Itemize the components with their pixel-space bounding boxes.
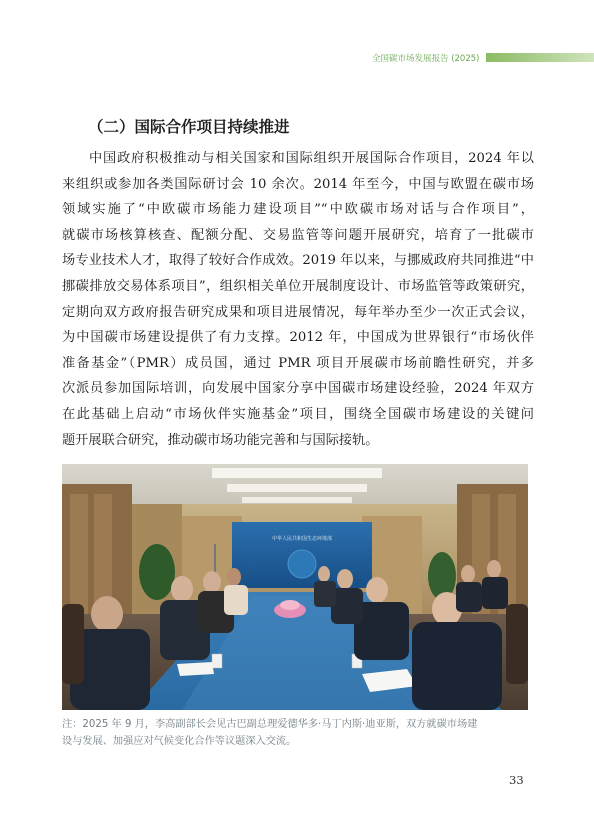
caption-line: 设与发展、加强应对气候变化合作等议题深入交流。 <box>62 736 297 747</box>
ceiling-light <box>227 484 367 492</box>
paragraph-line: 就碳市场核算核查、配额分配、交易监管等问题开展研究，培育了一批碳市 <box>62 227 534 243</box>
ceiling-light <box>212 468 382 478</box>
caption-line: 注：2025 年 9 月，李高副部长会见古巴副总理爱德华多·马丁内斯·迪亚斯，双方就碳市场建 <box>62 719 478 730</box>
section-title: （二）国际合作项目持续推进 <box>88 118 290 136</box>
paragraph-line: 次派员参加国际培训，向发展中国家分享中国碳市场建设经验，2024 年双方 <box>62 381 534 397</box>
photo-caption <box>62 716 532 750</box>
paragraph-line: 为中国碳市场建设提供了有力支撑。2012 年，中国成为世界银行“市场伙伴 <box>62 330 534 346</box>
paragraph-line: 定期向双方政府报告研究成果和项目进展情况，每年举办至少一次正式会议， <box>62 304 534 320</box>
paragraph-line: 准备基金”（PMR）成员国，通过 PMR 项目开展碳市场前瞻性研究，并多 <box>62 355 534 371</box>
paragraph-line: 中国政府积极推动与相关国家和国际组织开展国际合作项目，2024 年以 <box>89 151 534 166</box>
page-number: 33 <box>509 773 524 787</box>
header-accent-bar <box>486 53 594 62</box>
paragraph-line: 场专业技术人才，取得了较好合作成效。2019 年以来，与挪威政府共同推进“中 <box>62 253 534 269</box>
ceiling-light <box>242 497 352 503</box>
paragraph-line: 领域实施了“中欧碳市场能力建设项目”“中欧碳市场对话与合作项目”， <box>62 202 534 218</box>
paragraph-line: 来组织或参加各类国际研讨会 10 余次。2014 年至今，中国与欧盟在碳市场 <box>62 176 534 192</box>
backdrop-text: 中华人民共和国生态环境部 <box>271 536 333 542</box>
paragraph-line: 挪碳排放交易体系项目”，组织相关单位开展制度设计、市场监管等政策研究， <box>62 278 534 294</box>
running-header: 全国碳市场发展报告 (2025) <box>372 54 480 64</box>
paragraph-line: 在此基础上启动“市场伙伴实施基金”项目，围绕全国碳市场建设的关键问 <box>62 406 534 422</box>
meeting-photo <box>62 464 528 710</box>
body-paragraph <box>62 146 534 453</box>
paragraph-line: 题开展联合研究，推动碳市场功能完善和与国际接轨。 <box>62 432 379 448</box>
